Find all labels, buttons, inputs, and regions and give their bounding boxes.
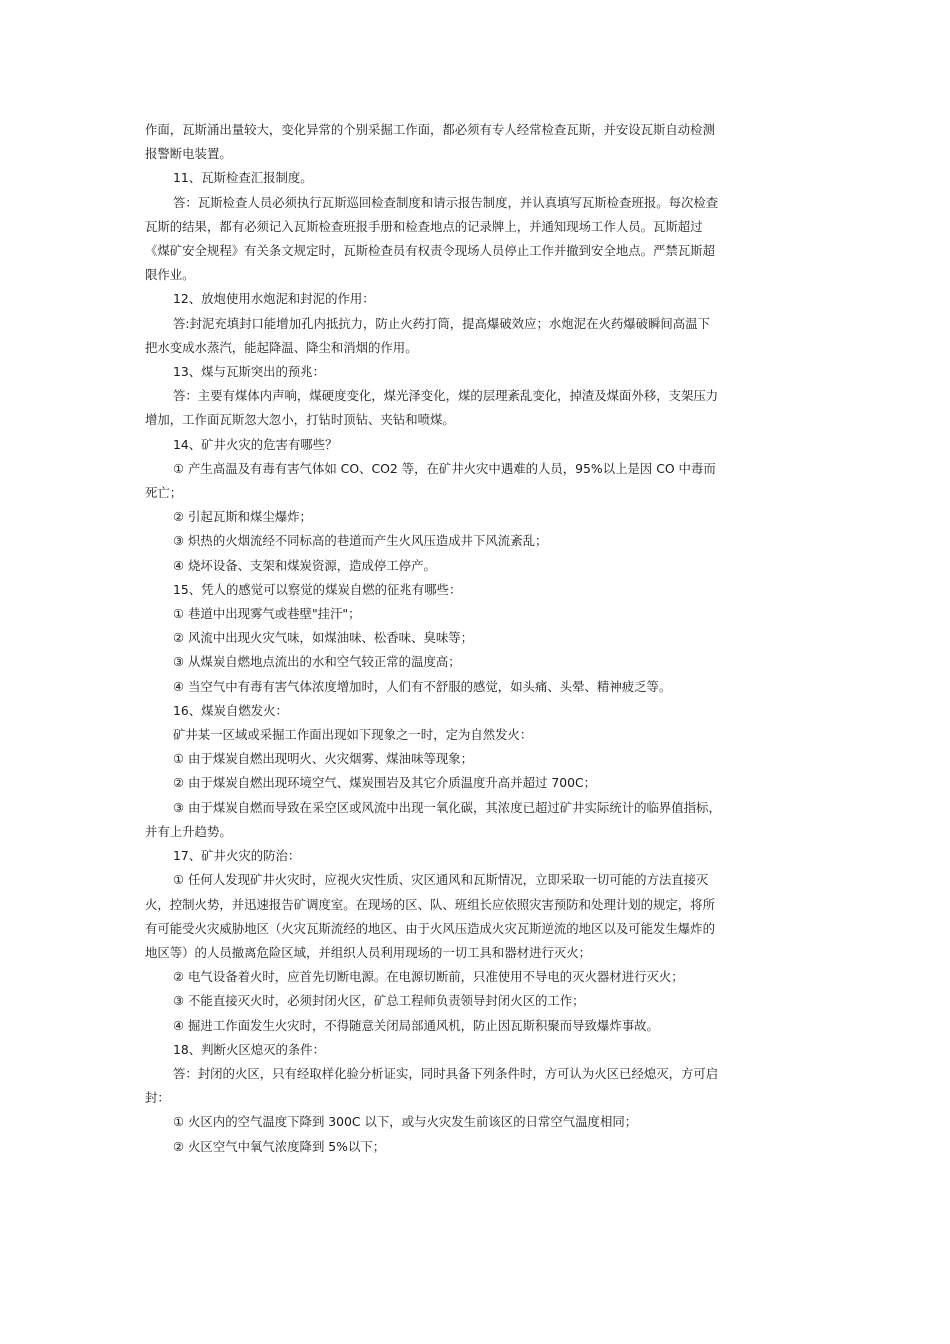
text-line: ④ 当空气中有毒有害气体浓度增加时，人们有不舒服的感觉，如头痛、头晕、精神疲乏等。 [173, 678, 672, 694]
text-line: 限作业。 [145, 267, 195, 283]
text-line: ② 电气设备着火时，应首先切断电源。在电源切断前，只准使用不导电的灭火器材进行灭火； [173, 969, 684, 985]
text-line: ① 由于煤炭自燃出现明火、火灾烟雾、煤油味等现象； [173, 751, 474, 767]
text-line: 15、凭人的感觉可以察觉的煤炭自燃的征兆有哪些： [173, 581, 462, 597]
text-line: ② 由于煤炭自燃出现环境空气、煤炭围岩及其它介质温度升高并超过 700C； [173, 775, 597, 791]
text-line: 答：封闭的火区，只有经取样化验分析证实，同时具备下列条件时，方可认为火区已经熄灭，方可启 [173, 1065, 719, 1081]
text-line: ① 火区内的空气温度下降到 300C 以下，或与火灾发生前该区的日常空气温度相同； [173, 1114, 638, 1130]
text-line: 答：主要有煤体内声响，煤硬度变化，煤光泽变化，煤的层理紊乱变化，掉渣及煤面外移，支架压力 [173, 388, 719, 404]
text-line: 封： [145, 1090, 170, 1106]
text-line: 地区等）的人员撤离危险区域，并组织人员利用现场的一切工具和器材进行灭火； [145, 944, 592, 960]
text-line: 有可能受火灾威胁地区（火灾瓦斯流经的地区、由于火风压造成火灾瓦斯逆流的地区以及可能发生爆炸的 [145, 920, 715, 936]
text-line: ③ 由于煤炭自燃而导致在采空区或风流中出现一氧化碳，其浓度已超过矿井实际统计的临界值指标， [173, 799, 721, 815]
text-line: 瓦斯的结果，都有必须记入瓦斯检查班报手册和检查地点的记录牌上，并通知现场工作人员。瓦斯超过 [145, 218, 703, 234]
text-line: 把水变成水蒸汽，能起降温、降尘和消烟的作用。 [145, 339, 418, 355]
text-line: 17、矿井火灾的防治： [173, 848, 301, 864]
text-line: 《煤矿安全规程》有关条文规定时，瓦斯检查员有权责令现场人员停止工作并撤到安全地点。严禁瓦斯超 [145, 243, 715, 259]
text-line: 12、放炮使用水炮泥和封泥的作用： [173, 291, 375, 307]
text-line: 13、煤与瓦斯突出的预兆： [173, 364, 326, 380]
text-line: 答：瓦斯检查人员必须执行瓦斯巡回检查制度和请示报告制度，并认真填写瓦斯检查班报。每次检查 [173, 194, 719, 210]
text-line: 并有上升趋势。 [145, 823, 232, 839]
text-line: 增加，工作面瓦斯忽大忽小，打钻时顶钻、夹钻和喷煤。 [145, 412, 455, 428]
text-line: 11、瓦斯检查汇报制度。 [173, 170, 313, 186]
text-line: ① 产生高温及有毒有害气体如 CO、CO2 等，在矿井火灾中遇难的人员，95%以上是因 CO 中毒而 [173, 460, 716, 476]
text-line: ① 巷道中出现雾气或巷壁"挂汗"； [173, 606, 361, 622]
text-line: ① 任何人发现矿井火灾时，应视火灾性质、灾区通风和瓦斯情况，立即采取一切可能的方法直接灭 [173, 872, 709, 888]
text-line: 14、矿井火灾的危害有哪些？ [173, 436, 338, 452]
text-line: 16、煤炭自燃发火： [173, 702, 288, 718]
text-line: ③ 炽热的火烟流经不同标高的巷道而产生火风压造成井下风流紊乱； [173, 533, 548, 549]
text-line: 18、判断火区熄灭的条件： [173, 1041, 326, 1057]
text-line: 报警断电装置。 [145, 146, 232, 162]
text-line: ③ 从煤炭自燃地点流出的水和空气较正常的温度高； [173, 654, 461, 670]
text-line: 火，控制火势，并迅速报告矿调度室。在现场的区、队、班组长应依照灾害预防和处理计划的规定，将所 [145, 896, 715, 912]
text-line: ② 风流中出现火灾气味，如煤油味、松香味、臭味等； [173, 630, 474, 646]
text-line: ② 引起瓦斯和煤尘爆炸； [173, 509, 312, 525]
text-line: 死亡； [145, 485, 183, 501]
text-line: 矿井某一区域或采掘工作面出现如下现象之一时，定为自然发火： [173, 727, 533, 743]
text-line: 作面，瓦斯涌出量较大，变化异常的个别采掘工作面，都必须有专人经常检查瓦斯，并安设瓦斯自动检测 [145, 122, 715, 137]
text-line: ④ 烧坏设备、支架和煤炭资源，造成停工停产。 [173, 557, 436, 573]
document-page [145, 118, 807, 1159]
text-line: ④ 掘进工作面发生火灾时，不得随意关闭局部通风机，防止因瓦斯积聚而导致爆炸事故。 [173, 1017, 659, 1033]
text-line: ② 火区空气中氧气浓度降到 5%以下； [173, 1138, 386, 1154]
text-line: ③ 不能直接灭火时，必须封闭火区，矿总工程师负责领导封闭火区的工作； [173, 993, 585, 1009]
text-line: 答:封泥充填封口能增加孔内抵抗力，防止火药打筒，提高爆破效应；水炮泥在火药爆破瞬间高温下 [173, 315, 710, 331]
